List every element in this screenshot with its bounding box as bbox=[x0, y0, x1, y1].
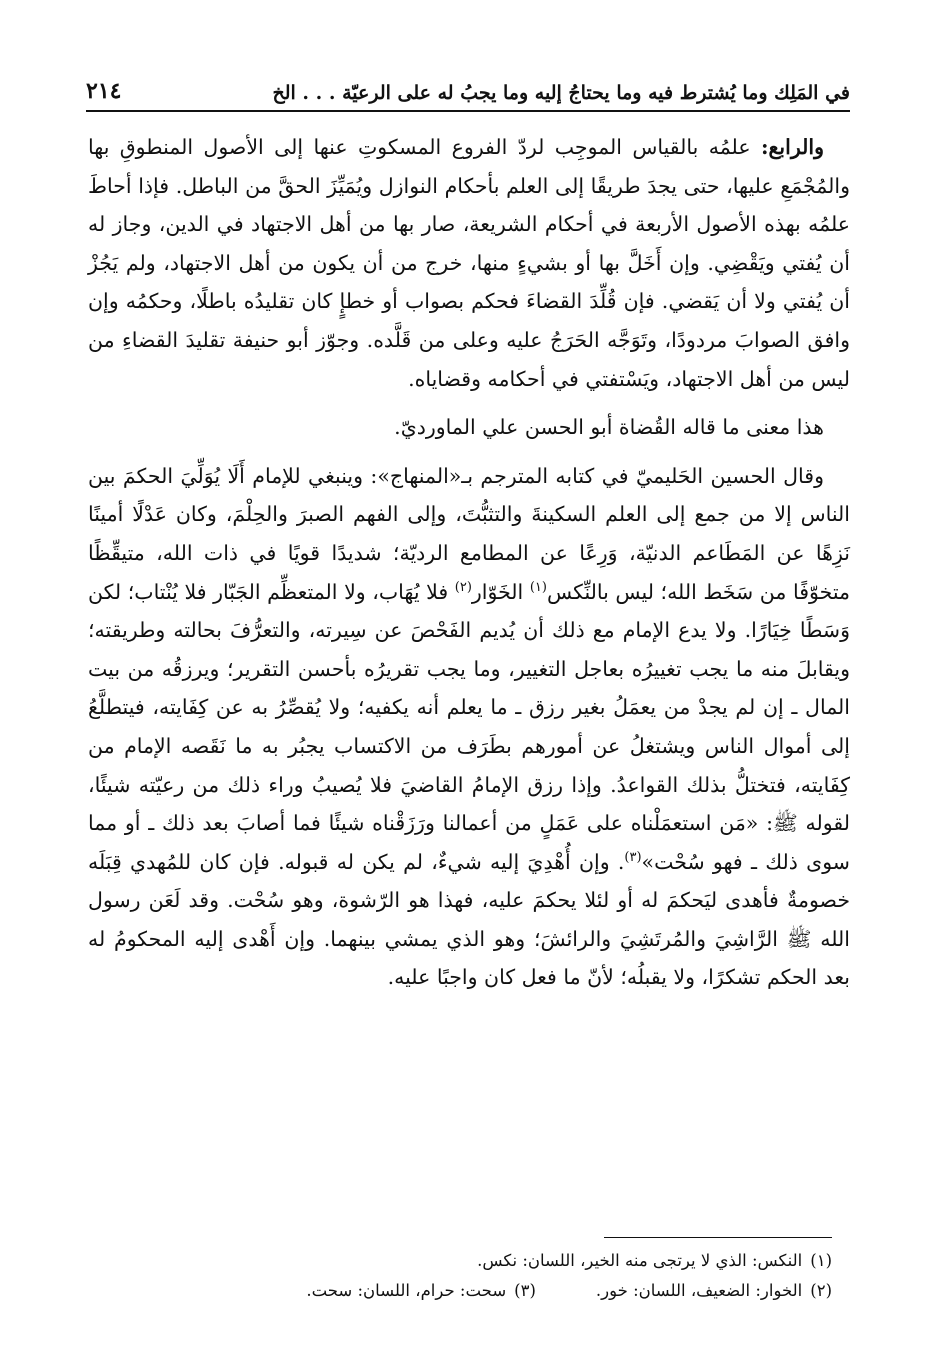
footnote-ref-1[interactable]: (١) bbox=[529, 579, 547, 595]
paragraph-text: وقال الحسين الحَليميّ في كتابه المترجم بـ«المنهاج»: وينبغي للإمام أَلَا يُوَلِّيَ الحكمَ بين الناس إلا من جمع إلى العلم السكينةَ والتثبُّتَ، وإلى الفهم الصبرَ والحِلْمَ، وكان عَدْلًا أمينًا نَزِهًا عن المَطَاعم الدنيّة، وَرِعًا عن المطامع الرديّة؛ شديدًا قويًا في ذات الله، متيقِّظًا متخوّفًا من سَخَط الله؛ ليس بالنِّكس bbox=[88, 463, 851, 604]
footnote-number: (٢) bbox=[810, 1281, 832, 1300]
footnote-text: سحت: حرام، اللسان: سحت. bbox=[306, 1281, 507, 1300]
main-text bbox=[88, 128, 850, 997]
paragraph-lead-word: والرابع: bbox=[760, 135, 824, 159]
footnote-number: (٣) bbox=[514, 1281, 536, 1300]
footnote-ref-3[interactable]: (٣) bbox=[624, 849, 642, 865]
paragraph-text: علمُه بالقياس الموجِب لردّ الفروع المسكوتِ عنها إلى الأصول المنطوقِ بها والمُجْمَعِ عليها، حتى يجدَ طريقًا إلى العلم بأحكام النوازل ويُمَيِّزَ الحقَّ من الباطل. فإذا أحاطَ علمُه بهذه الأصول الأربعة في أحكام الشريعة، صار بها من أهل الاجتهاد في الدين، وجاز له أن يُفتي ويَقْضِي. وإن أَخَلَّ بها أو بشيءٍ منها، خرج من أن يكون من أهل الاجتهاد، ولم يَجُزْ أن يُفتي ولا أن يَقضي. فإن قُلِّدَ القضاءَ فحكم بصواب أو خطإٍ كان تقليدُه باطلًا، وحكمُه وإن وافق الصوابَ مردودًا، وتَوَجَّه الحَرَجُ عليه وعلى من قَلَّده. وجوّز أبو حنيفة تقليدَ القضاءِ من ليس من أهل الاجتهاد، ويَسْتفتي في أحكامه وقضاياه. bbox=[88, 135, 850, 391]
page-number: ٢١٤ bbox=[86, 78, 122, 104]
footnote-separator bbox=[604, 1237, 832, 1238]
footnote-row-2-3 bbox=[100, 1276, 832, 1306]
paragraph-fourth-condition bbox=[88, 128, 850, 398]
paragraph-text: الخَوّار bbox=[471, 579, 530, 604]
paragraph-halimi-quote bbox=[88, 457, 850, 997]
paragraph-text: . وإن أُهْدِيَ إليه شيءٌ، لم يكن له قبوله. فإن كان للمُهدي قِبَلَه خصومةٌ فأهدى ليَحكمَ له أو لئلا يحكمَ عليه، فهذا هو الرّشوة، وهو سُحْت. وقد لَعَن رسول الله ﷺ الرَّاشِيَ والمُرتَشِيَ والرائشَ؛ وهو الذي يمشي بينهما. وإن أَهْدى إليه المحكومُ له بعد الحكم تشكرًا، ولا يقبلُه؛ لأنّ ما فعل كان واجبًا عليه. bbox=[88, 849, 850, 990]
paragraph-text: فلا يُهَاب، ولا المتعظِّم الجَبّار فلا يُنْتاب؛ لكن وَسَطًا خِيَارًا. ولا يدع الإمام مع ذلك أن يُديم الفَحْصَ عن سِيرته، والتعرُّفَ بحالته وطريقته؛ ويقابلَ منه ما يجب تغييرُه بعاجل التغيير، وما يجب تقريرُه بأحسن التقرير؛ ويرزقُه من بيت المال ـ إن لم يجدْ من يعمَلُ بغير رزق ـ ما يعلم أنه يكفيه؛ ولا يُقصِّرُ به عن كِفَايته، فيتطلَّعُ إلى أموال الناس ويشتغلُ عن أمورهم بطَرَف من الاكتساب يجبُر به ما نَقَصه الإمام من كِفَايته، فتختلُّ بذلك القواعدُ. وإذا رزق الإمامُ القاضيَ فلا يُصيبُ وراء ذلك من رعيّته شيئًا، لقوله ﷺ: «مَن استعمَلْناه على عَمَلٍ من أعمالنا ورَزَقْناه شيئًا فما أصابَ بعد ذلك ـ أو مما سوى ذلك ـ فهو سُحْت» bbox=[88, 579, 850, 874]
header-title: في المَلِك وما يُشترط فيه وما يحتاجُ إليه وما يجبُ له على الرعيّة . . . الخ bbox=[272, 82, 850, 104]
paragraph-attribution: هذا معنى ما قاله القُضاة أبو الحسن علي الماورديّ. bbox=[394, 415, 824, 440]
footnote-text: الخوار: الضعيف، اللسان: خور. bbox=[595, 1281, 803, 1300]
footnotes bbox=[100, 1246, 832, 1306]
footnote-ref-2[interactable]: (٢) bbox=[454, 579, 472, 595]
footnote-1 bbox=[100, 1246, 832, 1276]
footnote-number: (١) bbox=[810, 1251, 832, 1270]
running-header bbox=[86, 72, 850, 112]
footnote-text: النكس: الذي لا يرتجى منه الخير، اللسان: نكس. bbox=[477, 1251, 803, 1270]
